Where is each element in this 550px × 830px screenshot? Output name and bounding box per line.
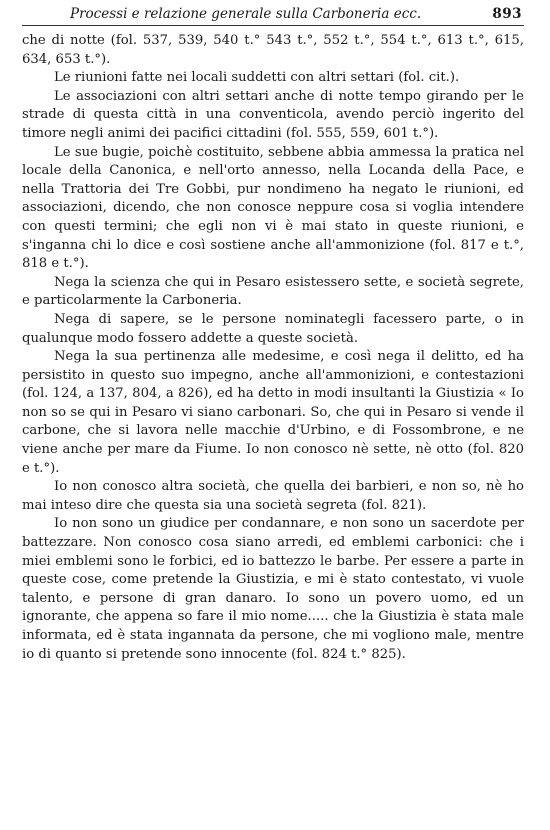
paragraph: Io non sono un giudice per condannare, e non sono un sacerdote per battezzare. Non conosco cosa siano arredi, ed emblemi carbonici: che i miei emblemi sono le forbici, ed io battezzo le barbe. Per essere a parte in queste cose, come pretende la Giustizia, e mi è stato contestato, vi vuole talento, e persone di gran danaro. Io sono un povero uomo, ed un ignorante, che appena so fare il mio nome..... che la Giustizia è stata male informata, ed è stata ingannata da persone, che mi vogliono male, mentre io di quanto si pretende sono innocente (fol. 824 t.° 825). — [22, 516, 524, 662]
paragraph: Le associazioni con altri settari anche di notte tempo girando per le strade di questa città in una conventicola, avendo perciò ingerito del timore negli animi dei pacifici cittadini (fol. 555, 559, 601 t.°). — [22, 88, 524, 141]
running-title: Processi e relazione generale sulla Carboneria ecc. — [70, 6, 422, 22]
paragraph: che di notte (fol. 537, 539, 540 t.° 543 t.°, 552 t.°, 554 t.°, 613 t.°, 615, 634, 653 t.°). — [22, 33, 524, 67]
paragraph: Le sue bugie, poichè costituito, sebbene abbia ammessa la pratica nel locale della Canonica, e nell'orto annesso, nella Locanda della Pace, e nella Trattoria dei Tre Gobbi, pur nondimeno ha negato le riunioni, ed associazioni, dicendo, che non conosce neppure cosa si voglia intendere con questi termini; che egli non vi è mai stato in queste riunioni, e s'inganna chi lo dice e così sostiene anche all'ammonizione (fol. 817 e t.°, 818 e t.°). — [22, 144, 524, 272]
paragraph: Le riunioni fatte nei locali suddetti con altri settari (fol. cit.). — [54, 70, 460, 86]
paragraph: Nega la scienza che qui in Pesaro esistessero sette, e società segrete, e particolarmente la Carboneria. — [22, 274, 524, 309]
paragraph: Io non conosco altra società, che quella dei barbieri, e non so, nè ho mai inteso dire che questa sia una società segreta (fol. 821). — [22, 479, 524, 513]
running-header — [22, 6, 524, 26]
paragraph: Nega la sua pertinenza alle medesime, e così nega il delitto, ed ha persistito in questo suo impegno, anche all'ammonizioni, e contestazioni (fol. 124, a 137, 804, a 826), ed ha detto in modi insultanti la Giustizia « Io non so se qui in Pesaro vi siano carbonari. So, che qui in Pesaro si vende il carbone, che si lavora nelle macchie d'Urbino, e di Fossombrone, e ne viene anche per mare da Fiume. Io non conosco nè sette, nè otto (fol. 820 e t.°). — [22, 349, 524, 476]
paragraph: Nega di sapere, se le persone nominategli facessero parte, o in qualunque modo fossero addette a queste società. — [22, 311, 524, 346]
body-text — [22, 32, 524, 664]
page-number: 893 — [492, 6, 522, 22]
